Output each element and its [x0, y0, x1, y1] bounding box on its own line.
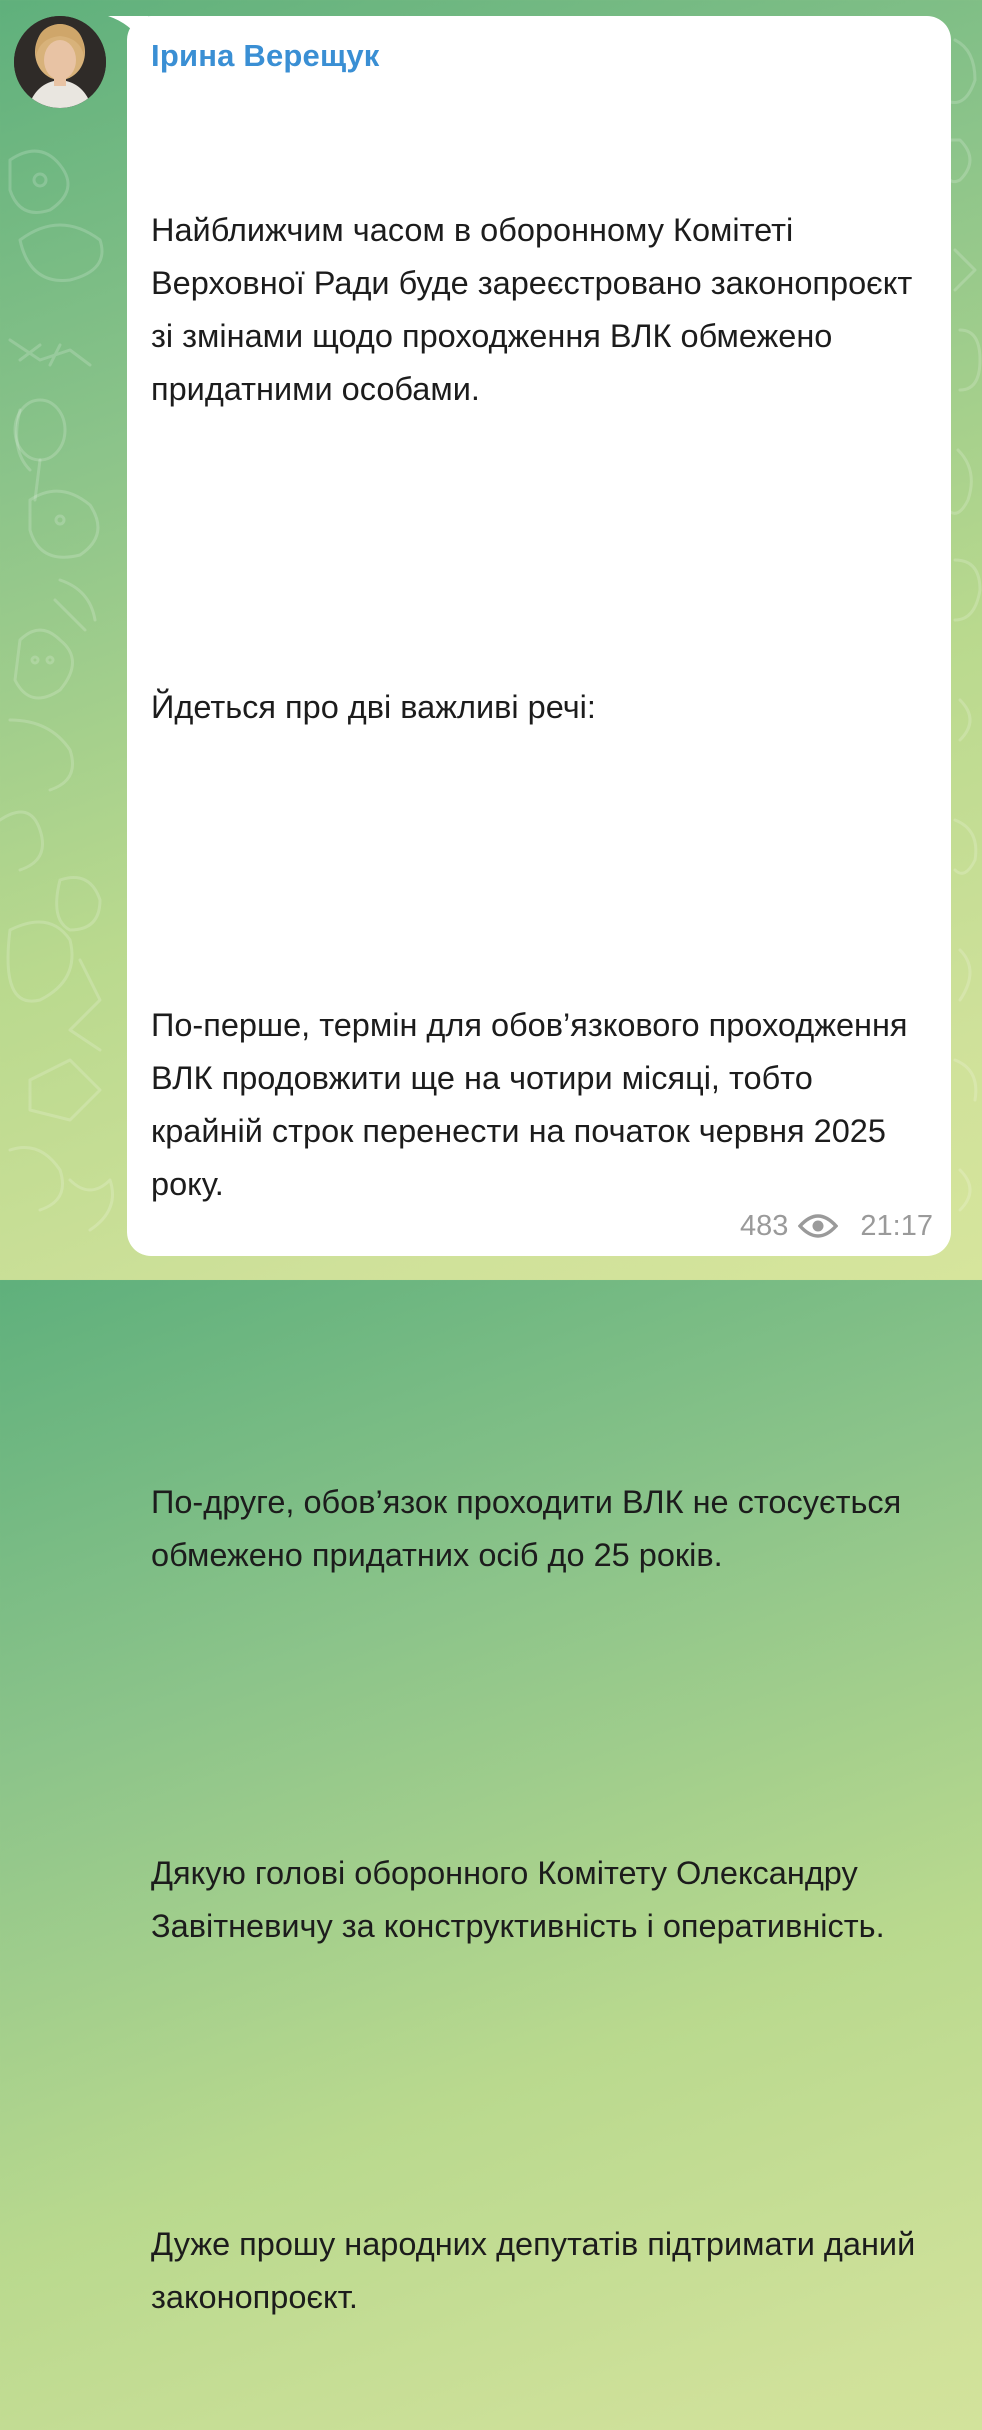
message-text	[151, 98, 927, 2430]
message-paragraph: По-друге, обов’язок проходити ВЛК не стосується обмежено придатних осіб до 25 років.	[151, 1484, 911, 1573]
message-time: 21:17	[860, 1209, 933, 1242]
message-meta	[740, 1208, 933, 1244]
message-paragraph: Дякую голові оборонного Комітету Олександру Завітневичу за конструктивність і оперативність.	[151, 1855, 885, 1944]
sender-name[interactable]: Ірина Верещук	[151, 38, 380, 73]
message-paragraph: Дуже прошу народних депутатів підтримати даний законопроєкт.	[151, 2226, 925, 2315]
avatar[interactable]	[14, 16, 106, 108]
view-count: 483	[740, 1209, 789, 1242]
message-paragraph: Найближчим часом в оборонному Комітеті Верховної Ради буде зареєстровано законопроєкт зі змінами щодо проходження ВЛК обмежено придатними особами.	[151, 212, 922, 407]
message-paragraph: Йдеться про дві важливі речі:	[151, 689, 596, 725]
message-paragraph: По-перше, термін для обов’язкового проходження ВЛК продовжити ще на чотири місяці, тобто крайній строк перенести на початок червня 2025 року.	[151, 1007, 917, 1202]
message-bubble[interactable]	[127, 16, 951, 2315]
eye-icon	[798, 1212, 838, 1240]
